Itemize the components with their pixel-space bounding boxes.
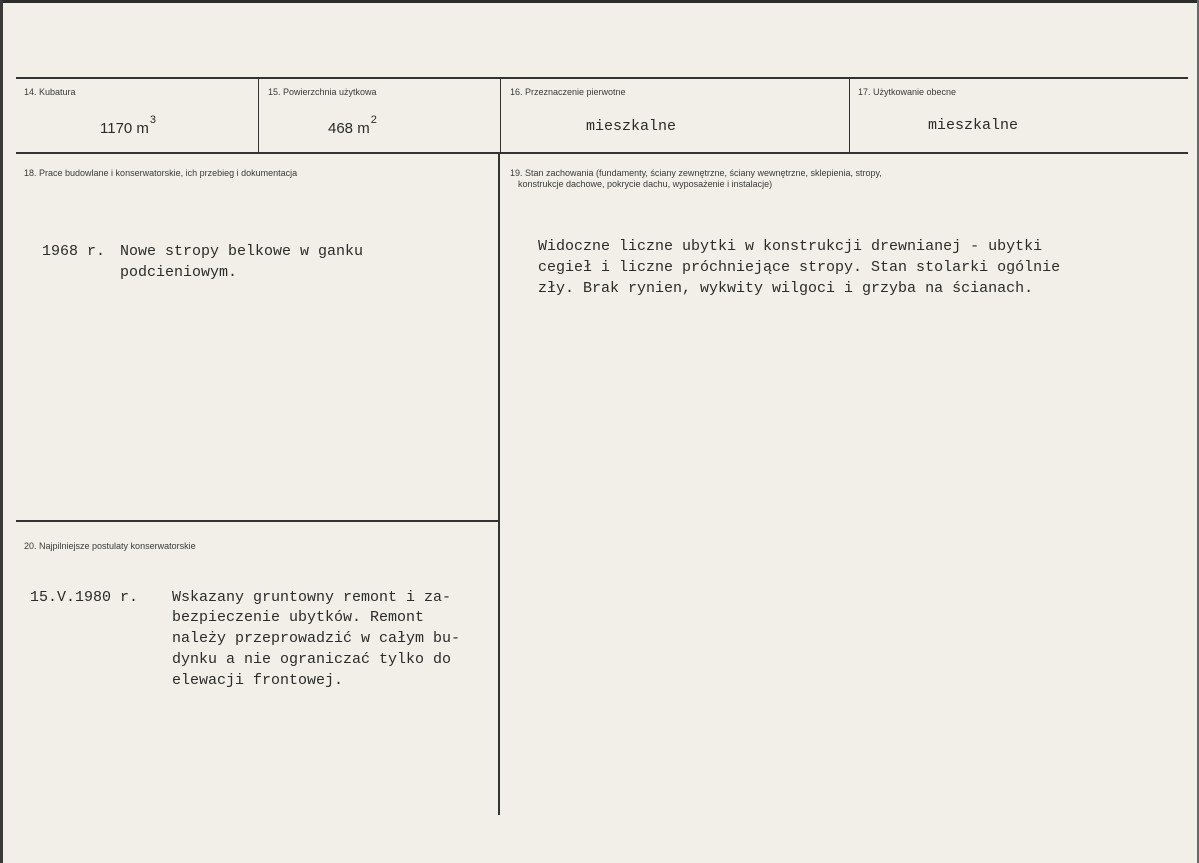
field-20-date: 15.V.1980 r.: [30, 589, 139, 606]
scan-edge-top: [0, 0, 1199, 3]
field-14-label: 14. Kubatura: [24, 87, 76, 97]
field-16-value: mieszkalne: [586, 118, 677, 135]
field-15-exponent: 2: [370, 114, 377, 126]
divider-15-16: [500, 78, 501, 153]
field-18-line-2: podcieniowym.: [120, 264, 238, 281]
rule-field20-top: [16, 520, 498, 522]
divider-14-15: [258, 78, 259, 153]
field-20-line-1: Wskazany gruntowny remont i za-: [172, 589, 452, 606]
field-20-line-4: dynku a nie ograniczać tylko do: [172, 651, 452, 668]
field-16-label: 16. Przeznaczenie pierwotne: [510, 87, 626, 97]
field-18-date: 1968 r.: [42, 243, 106, 260]
field-15-value: 468 $m^2$: [328, 114, 377, 137]
divider-16-17: [849, 78, 850, 153]
divider-main: [498, 153, 500, 815]
rule-row1-bottom: [16, 152, 1188, 154]
field-14-exponent: 3: [149, 114, 157, 126]
field-17-label: 17. Użytkowanie obecne: [858, 87, 957, 97]
scan-edge-left: [0, 0, 3, 863]
field-20-line-2: bezpieczenie ubytków. Remont: [172, 609, 425, 626]
field-14-value: 1170 $m^3$: [100, 114, 157, 137]
field-20-line-5: elewacji frontowej.: [172, 672, 344, 689]
field-15-label: 15. Powierzchnia użytkowa: [268, 87, 377, 97]
field-20-label: 20. Najpilniejsze postulaty konserwatorskie: [24, 541, 196, 551]
field-20-line-3: należy przeprowadzić w całym bu-: [172, 630, 461, 647]
field-19-label-line-2: konstrukcje dachowe, pokrycie dachu, wyposażenie i instalacje): [518, 179, 773, 189]
field-19-line-3: zły. Brak rynien, wykwity wilgoci i grzyba na ścianach.: [538, 280, 1034, 297]
field-17-value: mieszkalne: [928, 117, 1019, 134]
field-19-line-1: Widoczne liczne ubytki w konstrukcji drewnianej - ubytki: [538, 238, 1043, 255]
field-19-line-2: cegieł i liczne próchniejące stropy. Stan stolarki ogólnie: [538, 259, 1061, 276]
field-19-label-line-1: 19. Stan zachowania (fundamenty, ściany zewnętrzne, ściany wewnętrzne, sklepienia, stropy,: [510, 168, 882, 178]
field-18-line-1: Nowe stropy belkowe w ganku: [120, 243, 364, 260]
rule-top: [16, 77, 1188, 79]
field-18-label: 18. Prace budowlane i konserwatorskie, ich przebieg i dokumentacja: [24, 168, 298, 178]
